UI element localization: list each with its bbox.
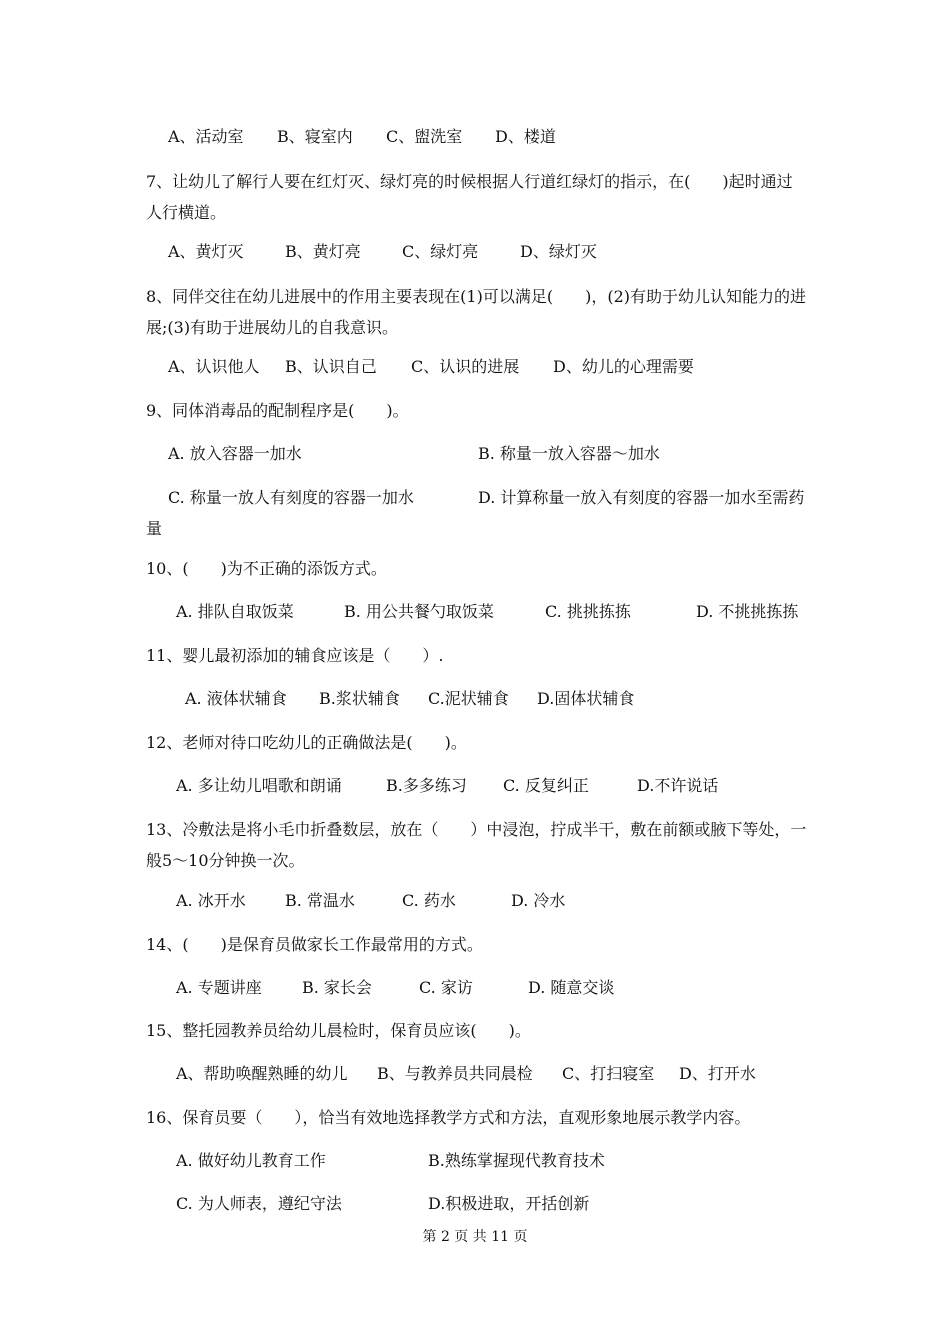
option-a: A. 排队自取饭菜 — [176, 602, 294, 621]
option-d: D. 不挑挑拣拣 — [696, 602, 799, 621]
option-c: C. 药水 — [402, 891, 456, 910]
option-a: A、认识他人 — [168, 357, 260, 376]
option-c: C. 称量一放人有刻度的容器一加水 — [168, 488, 414, 507]
option-a: A、活动室 — [168, 127, 244, 146]
option-d: D、楼道 — [495, 127, 556, 146]
option-b: B.多多练习 — [386, 776, 467, 795]
option-d-wrap — [146, 482, 808, 544]
question-stem: 12、老师对待口吃幼儿的正确做法是( )。 — [146, 733, 467, 752]
option-c: C. 挑挑拣拣 — [545, 602, 631, 621]
option-c: C、盥洗室 — [386, 127, 463, 146]
option-b: B、与教养员共同晨检 — [377, 1064, 533, 1083]
option-d: D、幼儿的心理需要 — [553, 357, 694, 376]
option-b: B.熟练掌握现代教育技术 — [428, 1151, 605, 1170]
option-d: D. 计算称量一放入有刻度的容器一加水至需药量 — [146, 488, 805, 538]
option-b: B. 称量一放入容器～加水 — [478, 444, 660, 463]
option-b: B. 常温水 — [285, 891, 355, 910]
option-a: A. 冰开水 — [176, 891, 246, 910]
option-b: B、寝室内 — [277, 127, 353, 146]
question-stem: 10、( )为不正确的添饭方式。 — [146, 559, 387, 578]
option-c: C.泥状辅食 — [428, 689, 509, 708]
option-d: D. 随意交谈 — [528, 978, 615, 997]
option-b: B、黄灯亮 — [285, 242, 361, 261]
option-d: D.不许说话 — [637, 776, 719, 795]
question-stem: 14、( )是保育员做家长工作最常用的方式。 — [146, 935, 483, 954]
option-b: B. 用公共餐勺取饭菜 — [344, 602, 494, 621]
option-c: C、认识的进展 — [411, 357, 520, 376]
option-c: C. 家访 — [419, 978, 473, 997]
page-footer: 第 2 页 共 11 页 — [422, 1229, 528, 1245]
question-stem: 8、同伴交往在幼儿进展中的作用主要表现在(1)可以满足( )，(2)有助于幼儿认知能力的进展;(3)有助于进展幼儿的自我意识。 — [146, 287, 806, 337]
option-d: D、打开水 — [679, 1064, 756, 1083]
option-c: C. 反复纠正 — [503, 776, 589, 795]
option-a: A. 专题讲座 — [176, 978, 262, 997]
option-a: A. 做好幼儿教育工作 — [176, 1151, 326, 1170]
option-a: A、黄灯灭 — [168, 242, 244, 261]
option-d: D. 冷水 — [511, 891, 566, 910]
option-c: C、打扫寝室 — [562, 1064, 655, 1083]
option-a: A、帮助唤醒熟睡的幼儿 — [176, 1064, 348, 1083]
option-c: C、绿灯亮 — [402, 242, 479, 261]
option-b: B. 家长会 — [302, 978, 372, 997]
option-b: B、认识自己 — [285, 357, 377, 376]
question-stem: 15、整托园教养员给幼儿晨检时，保育员应该( )。 — [146, 1021, 531, 1040]
option-a: A. 多让幼儿唱歌和朗诵 — [176, 776, 342, 795]
option-c: C. 为人师表，遵纪守法 — [176, 1194, 342, 1213]
question-stem: 7、让幼儿了解行人要在红灯灭、绿灯亮的时候根据人行道红绿灯的指示，在( )起时通过人行横道。 — [146, 172, 793, 222]
question-stem: 16、保育员要（ ），恰当有效地选择教学方式和方法，直观形象地展示教学内容。 — [146, 1108, 751, 1127]
option-b: B.浆状辅食 — [319, 689, 400, 708]
option-a: A. 液体状辅食 — [185, 689, 287, 708]
option-d: D、绿灯灭 — [520, 242, 597, 261]
option-d: D.积极进取，开括创新 — [428, 1194, 590, 1213]
question-stem: 11、婴儿最初添加的辅食应该是（ ）. — [146, 646, 444, 665]
option-d: D.固体状辅食 — [537, 689, 635, 708]
question-stem: 13、冷敷法是将小毛巾折叠数层，放在（ ）中浸泡，拧成半干，敷在前额或腋下等处，一般5～10分钟换一次。 — [146, 820, 807, 870]
question-stem: 9、同体消毒品的配制程序是( )。 — [146, 401, 409, 420]
option-a: A. 放入容器一加水 — [168, 444, 302, 463]
